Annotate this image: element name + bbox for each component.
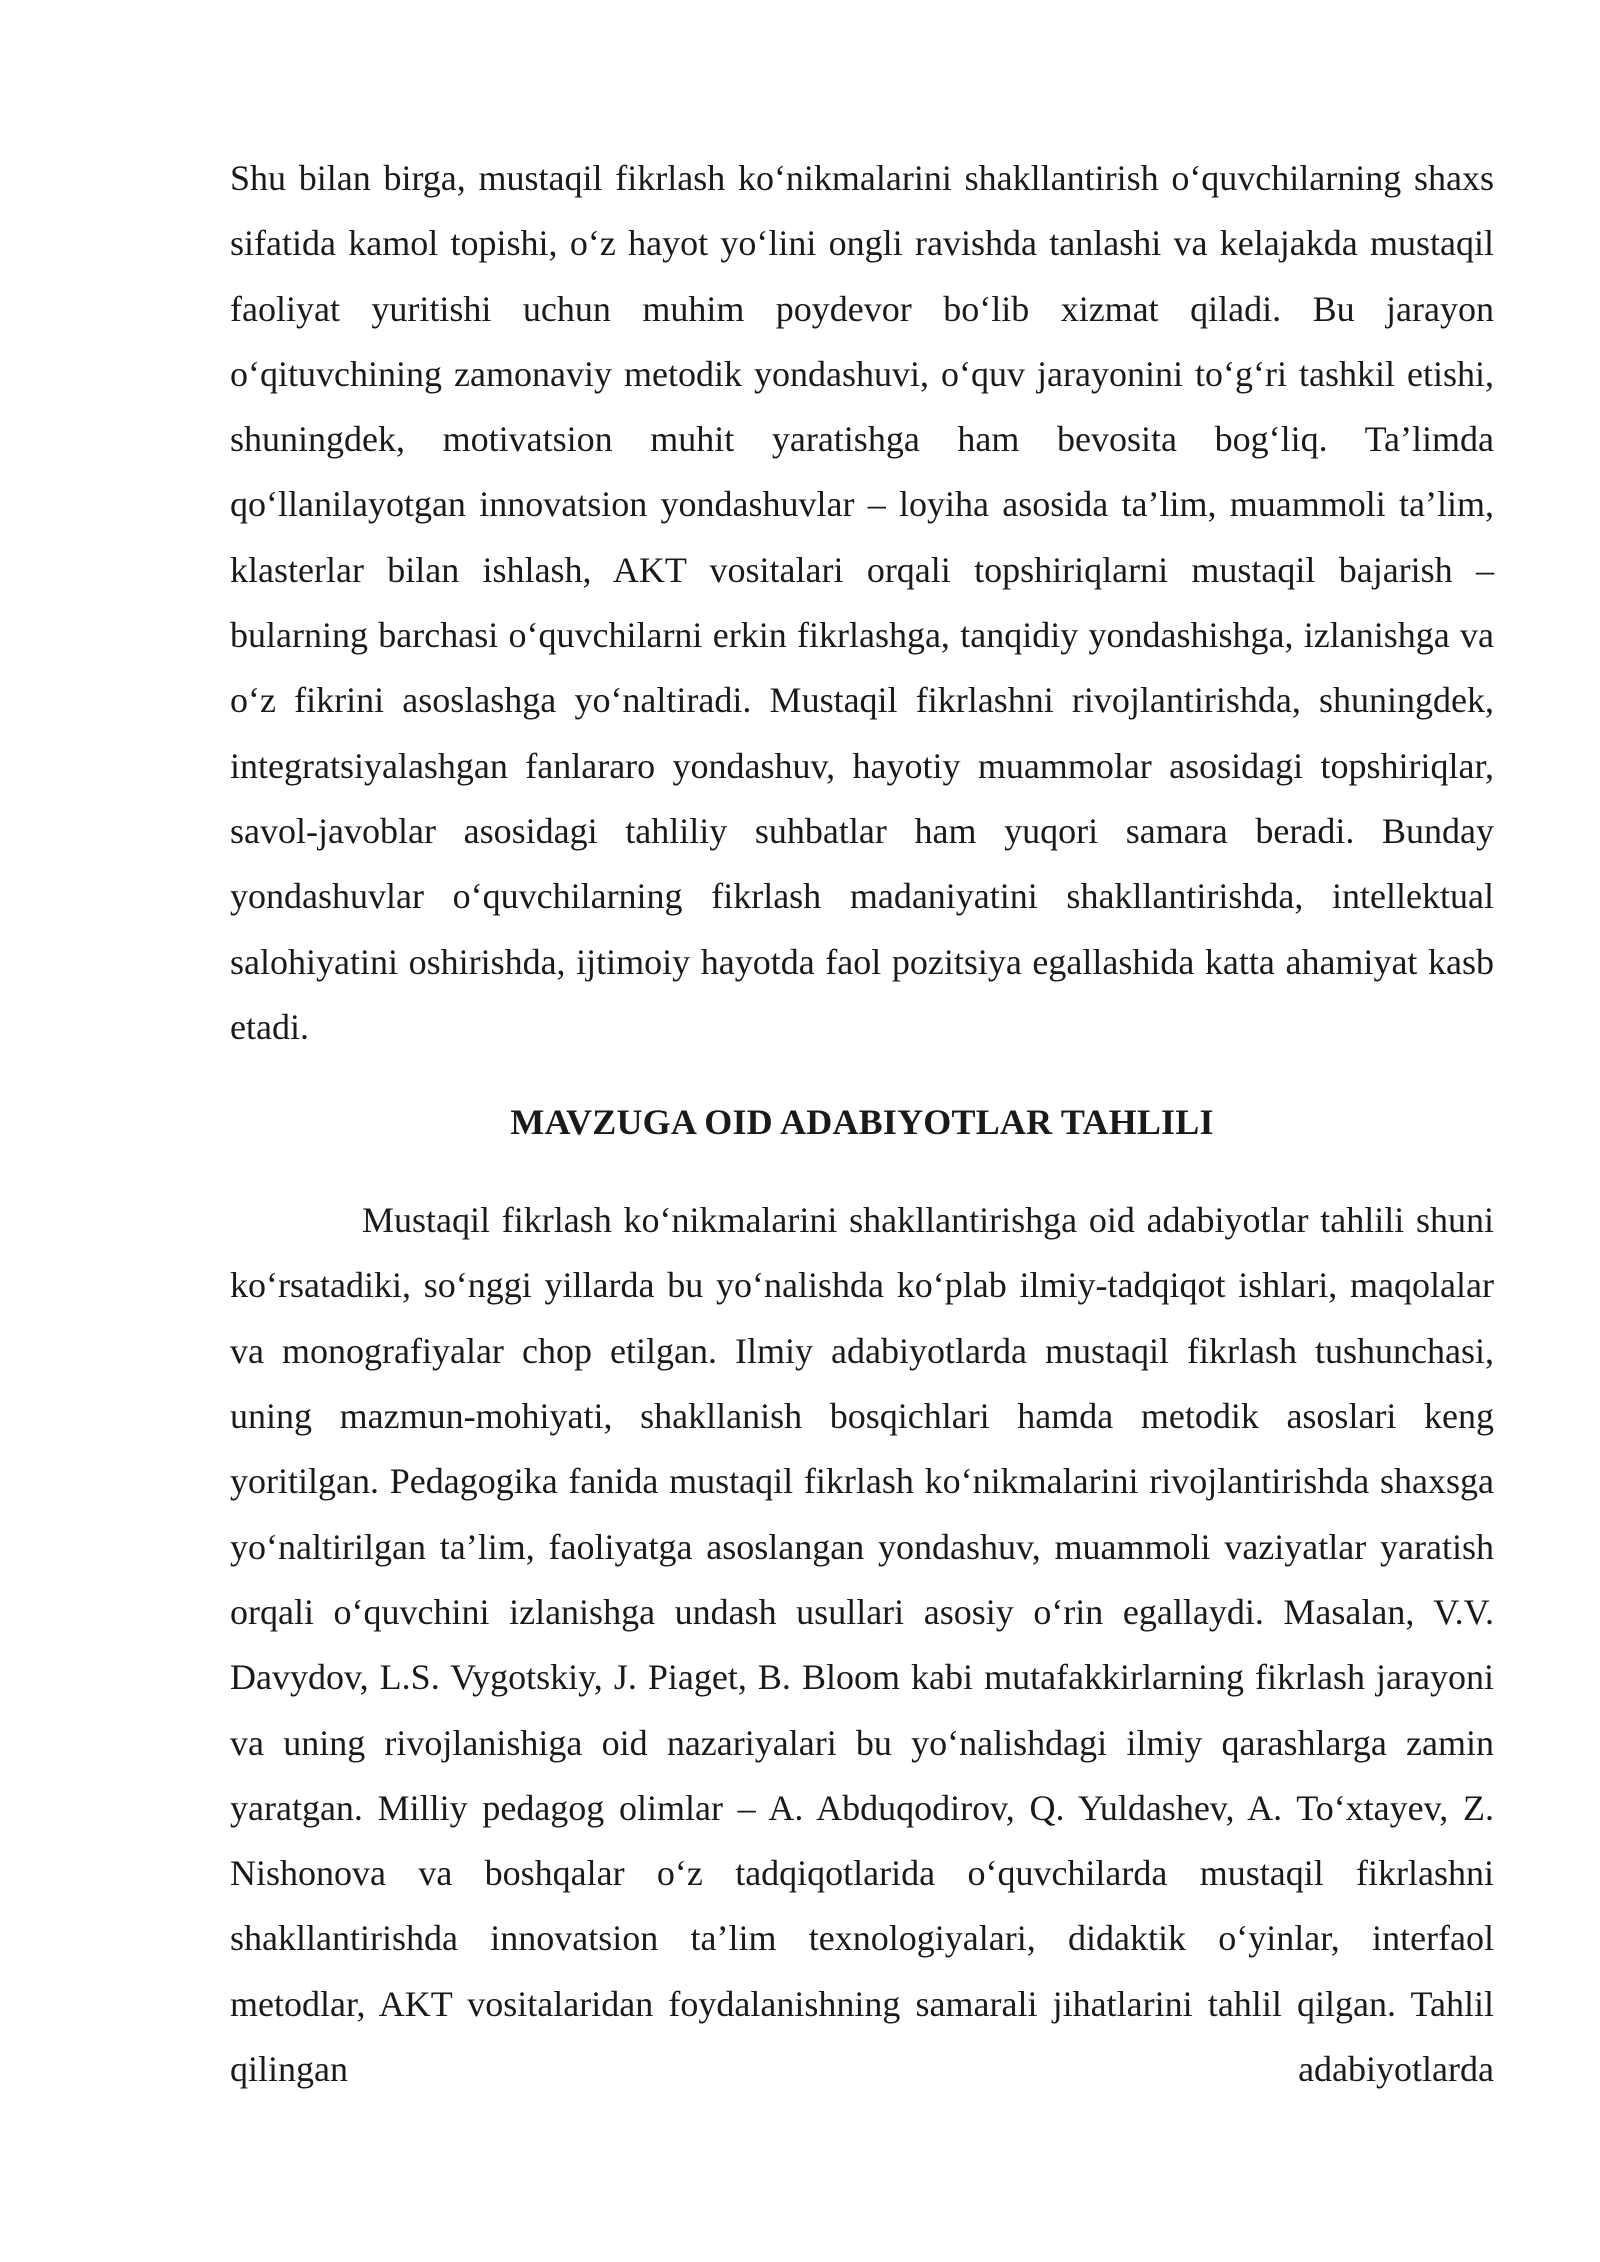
section-heading: MAVZUGA OID ADABIYOTLAR TAHLILI — [510, 1102, 1214, 1143]
body-paragraph-literature-review: Mustaqil fikrlash koʻnikmalarini shakllantirishga oid adabiyotlar tahlili shuni koʻrsatadiki, soʻnggi yillarda bu yoʻnalishda koʻplab ilmiy-tadqiqot ishlari, maqolalar va monografiyalar chop etilgan. Ilmiy adabiyotlarda mustaqil fikrlash tushunchasi, uning mazmun-mohiyati, shakllanish bosqichlari hamda metodik asoslari keng yoritilgan. Pedagogika fanida mustaqil fikrlash koʻnikmalarini rivojlantirishda shaxsga yoʻnaltirilgan ta’lim, faoliyatga asoslangan yondashuv, muammoli vaziyatlar yaratish orqali oʻquvchini izlanishga undash usullari asosiy oʻrin egallaydi. Masalan, V.V. Davydov, L.S. Vygotskiy, J. Piaget, B. Bloom kabi mutafakkirlarning fikrlash jarayoni va uning rivojlanishiga oid nazariyalari bu yoʻnalishdagi ilmiy qarashlarga zamin yaratgan. Milliy pedagog olimlar – A. Abduqodirov, Q. Yuldashev, A. Toʻxtayev, Z. Nishonova va boshqalar oʻz tadqiqotlarida oʻquvchilarda mustaqil fikrlashni shakllantirishda innovatsion ta’lim texnologiyalari, didaktik oʻyinlar, interfaol metodlar, AKT vositalaridan foydalanishning samarali jihatlarini tahlil qilgan. Tahlil qilingan adabiyotlarda — [230, 1200, 1494, 2090]
document-body — [230, 146, 1494, 2102]
body-paragraph-intro: Shu bilan birga, mustaqil fikrlash koʻnikmalarini shakllantirish oʻquvchilarning shaxs sifatida kamol topishi, oʻz hayot yoʻlini ongli ravishda tanlashi va kelajakda mustaqil faoliyat yuritishi uchun muhim poydevor boʻlib xizmat qiladi. Bu jarayon oʻqituvchining zamonaviy metodik yondashuvi, oʻquv jarayonini toʻgʻri tashkil etishi, shuningdek, motivatsion muhit yaratishga ham bevosita bogʻliq. Ta’limda qoʻllanilayotgan innovatsion yondashuvlar – loyiha asosida ta’lim, muammoli ta’lim, klasterlar bilan ishlash, AKT vositalari orqali topshiriqlarni mustaqil bajarish – bularning barchasi oʻquvchilarni erkin fikrlashga, tanqidiy yondashishga, izlanishga va oʻz fikrini asoslashga yoʻnaltiradi. Mustaqil fikrlashni rivojlantirishda, shuningdek, integratsiyalashgan fanlararo yondashuv, hayotiy muammolar asosidagi topshiriqlar, savol-javoblar asosidagi tahliliy suhbatlar ham yuqori samara beradi. Bunday yondashuvlar oʻquvchilarning fikrlash madaniyatini shakllantirishda, intellektual salohiyatini oshirishda, ijtimoiy hayotda faol pozitsiya egallashida katta ahamiyat kasb etadi. — [230, 158, 1494, 1047]
